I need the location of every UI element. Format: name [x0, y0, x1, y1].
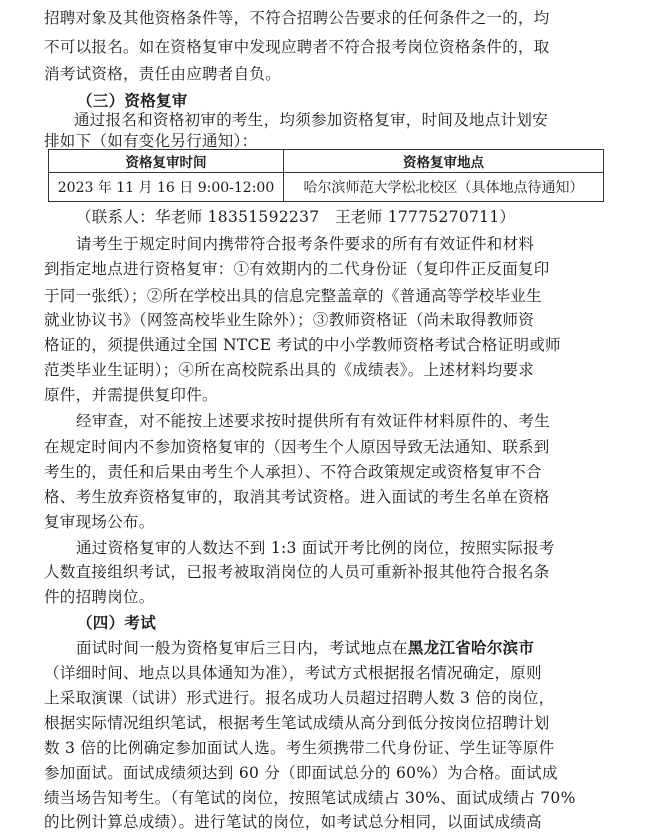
- section-heading: （四）考试: [77, 613, 157, 632]
- text-line: 经审查，对不能按上述要求按时提供所有有效证件材料原件的、考生: [76, 412, 551, 430]
- text-line: （详细时间、地点以具体通知为准），考试方式根据报名情况确定，原则: [44, 664, 542, 682]
- text-line: 的比例计算总成绩）。进行笔试的岗位，如考试总分相同，以面试成绩高: [44, 813, 542, 831]
- text-line: 于同一张纸）；②所在学校出具的信息完整盖章的《普通高等学校毕业生: [44, 287, 542, 305]
- table-header-time: 资格复审时间: [49, 150, 284, 173]
- text-line: 绩当场告知考生。（有笔试的岗位，按照笔试成绩占 30%、面试成绩占 70%: [44, 789, 576, 807]
- text-line: 不可以报名。如在资格复审中发现应聘者不符合报考岗位资格条件的，取: [44, 38, 550, 56]
- contact-line: （联系人：华老师 18351592237 王老师 17775270711）: [76, 208, 516, 226]
- text-line: 上采取演课（试讲）形式进行。报名成功人员超过招聘人数 3 倍的岗位，: [44, 689, 555, 707]
- text-span: 面试时间一般为资格复审后三日内，考试地点在: [76, 639, 408, 657]
- section-heading: （三）资格复审: [77, 91, 188, 110]
- text-line: 格、考生放弃资格复审的，取消其考试资格。进入面试的考生名单在资格: [44, 488, 550, 506]
- text-line: 招聘对象及其他资格条件等，不符合招聘公告要求的任何条件之一的，均: [44, 9, 550, 27]
- exam-location-bold: 黑龙江省哈尔滨市: [407, 639, 535, 657]
- text-line: 就业协议书》（网签高校毕业生除外）；③教师资格证（尚未取得教师资: [44, 311, 535, 329]
- text-line: 格证的，须提供通过全国 NTCE 考试的中小学教师资格考试合格证明或师: [44, 336, 561, 354]
- text-line: 考生的，责任和后果由考生个人承担）、不符合政策规定或资格复审不合: [44, 463, 542, 481]
- text-line: 数 3 倍的比例确定参加面试人选。考生须携带二代身份证、学生证等原件: [44, 739, 555, 757]
- text-line: 通过报名和资格初审的考生，均须参加资格复审，时间及地点计划安: [74, 111, 549, 129]
- table-header-place: 资格复审地点: [284, 150, 604, 173]
- text-line: 在规定时间内不参加资格复审的（因考生个人原因导致无法通知、联系到: [44, 438, 550, 456]
- text-line: 参加面试。面试成绩须达到 60 分（即面试总分的 60%）为合格。面试成: [44, 764, 558, 782]
- text-line: [76, 637, 647, 659]
- text-line: 通过资格复审的人数达不到 1:3 面试开考比例的岗位，按照实际报考: [76, 539, 555, 557]
- table-header-row: [49, 150, 604, 173]
- text-line: 范类毕业生证明）；④所在高校院系出具的《成绩表》。上述材料均要求: [44, 361, 535, 379]
- text-line: 复审现场公布。: [44, 513, 155, 531]
- text-line: 根据实际情况组织笔试，根据考生笔试成绩从高分到低分按岗位招聘计划: [44, 714, 550, 732]
- table-row: [49, 173, 604, 202]
- text-line: 排如下（如有变化另行通知）：: [44, 132, 258, 150]
- text-line: 到指定地点进行资格复审：①有效期内的二代身份证（复印件正反面复印: [44, 260, 550, 278]
- review-schedule-table: [48, 149, 604, 202]
- text-line: 请考生于规定时间内携带符合报考条件要求的所有有效证件和材料: [76, 235, 535, 253]
- review-place-cell: 哈尔滨师范大学松北校区（具体地点待通知）: [284, 173, 604, 202]
- text-line: 消考试资格，责任由应聘者自负。: [44, 65, 282, 83]
- text-line: 人数直接组织考试，已报考被取消岗位的人员可重新补报其他符合报名条: [44, 563, 550, 581]
- review-time-cell: 2023 年 11 月 16 日 9:00-12:00: [49, 173, 284, 202]
- text-line: 件的招聘岗位。: [44, 588, 155, 606]
- text-line: 原件，并需提供复印件。: [44, 386, 218, 404]
